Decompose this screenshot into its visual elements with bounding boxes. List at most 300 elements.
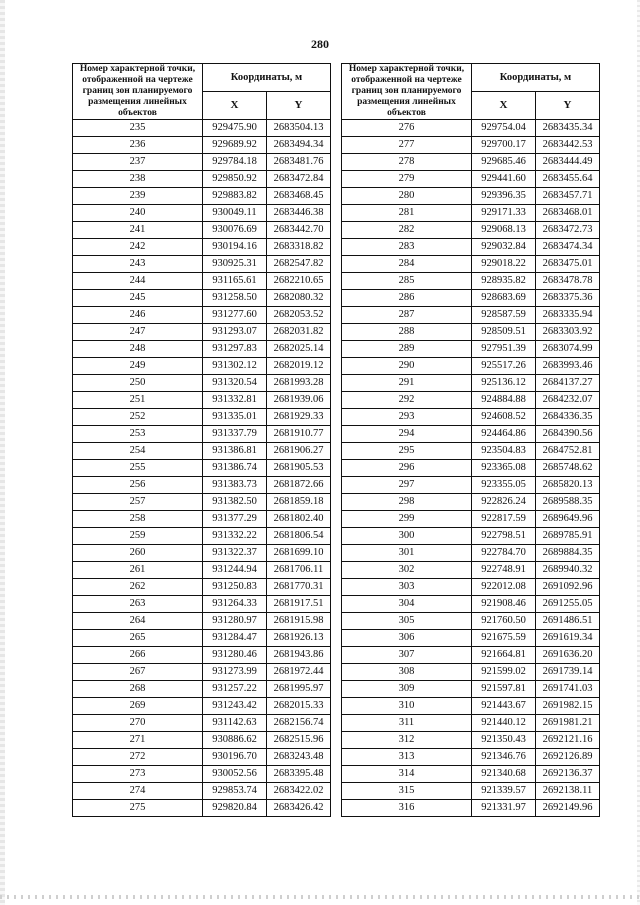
x-coordinate-cell: 931165.61 xyxy=(203,273,267,290)
table-row xyxy=(73,137,331,154)
y-coordinate-cell: 2691981.21 xyxy=(536,715,600,732)
table-row xyxy=(342,681,600,698)
x-coordinate-cell: 921346.76 xyxy=(472,749,536,766)
table-row xyxy=(342,154,600,171)
table-row xyxy=(73,732,331,749)
x-coordinate-cell: 929820.84 xyxy=(203,800,267,817)
y-coordinate-cell: 2683318.82 xyxy=(267,239,331,256)
x-coordinate-cell: 921340.68 xyxy=(472,766,536,783)
y-coordinate-cell: 2684752.81 xyxy=(536,443,600,460)
y-coordinate-cell: 2691982.15 xyxy=(536,698,600,715)
x-coordinate-cell: 931297.83 xyxy=(203,341,267,358)
y-coordinate-cell: 2689588.35 xyxy=(536,494,600,511)
point-number-cell: 240 xyxy=(73,205,203,222)
table-row xyxy=(342,647,600,664)
y-coordinate-cell: 2681993.28 xyxy=(267,375,331,392)
point-number-cell: 244 xyxy=(73,273,203,290)
y-coordinate-cell: 2681939.06 xyxy=(267,392,331,409)
y-coordinate-cell: 2681802.40 xyxy=(267,511,331,528)
table-row xyxy=(342,664,600,681)
point-number-cell: 276 xyxy=(342,120,472,137)
x-coordinate-cell: 921350.43 xyxy=(472,732,536,749)
point-number-cell: 290 xyxy=(342,358,472,375)
y-coordinate-cell: 2691636.20 xyxy=(536,647,600,664)
point-number-cell: 298 xyxy=(342,494,472,511)
point-number-cell: 314 xyxy=(342,766,472,783)
x-coordinate-cell: 924608.52 xyxy=(472,409,536,426)
table-row xyxy=(342,409,600,426)
x-coordinate-cell: 929784.18 xyxy=(203,154,267,171)
x-coordinate-cell: 922826.24 xyxy=(472,494,536,511)
table-row xyxy=(342,494,600,511)
coordinates-table-right xyxy=(341,63,600,817)
table-body-right xyxy=(342,120,600,817)
point-number-cell: 236 xyxy=(73,137,203,154)
table-row xyxy=(342,545,600,562)
point-number-cell: 304 xyxy=(342,596,472,613)
point-number-cell: 239 xyxy=(73,188,203,205)
point-number-cell: 299 xyxy=(342,511,472,528)
point-number-cell: 310 xyxy=(342,698,472,715)
x-coordinate-cell: 922817.59 xyxy=(472,511,536,528)
y-coordinate-cell: 2689649.96 xyxy=(536,511,600,528)
table-row xyxy=(342,375,600,392)
table-row xyxy=(73,205,331,222)
y-coordinate-cell: 2689940.32 xyxy=(536,562,600,579)
x-coordinate-cell: 922798.51 xyxy=(472,528,536,545)
table-row xyxy=(73,647,331,664)
x-coordinate-cell: 931243.42 xyxy=(203,698,267,715)
point-number-cell: 294 xyxy=(342,426,472,443)
table-row xyxy=(342,222,600,239)
table-row xyxy=(73,341,331,358)
table-row xyxy=(342,800,600,817)
x-coordinate-cell: 931332.22 xyxy=(203,528,267,545)
table-row xyxy=(342,188,600,205)
point-number-cell: 277 xyxy=(342,137,472,154)
point-number-cell: 253 xyxy=(73,426,203,443)
x-coordinate-cell: 931280.46 xyxy=(203,647,267,664)
x-coordinate-cell: 931264.33 xyxy=(203,596,267,613)
y-coordinate-cell: 2683478.78 xyxy=(536,273,600,290)
y-coordinate-cell: 2683395.48 xyxy=(267,766,331,783)
y-coordinate-cell: 2683303.92 xyxy=(536,324,600,341)
y-coordinate-cell: 2681917.51 xyxy=(267,596,331,613)
table-row xyxy=(342,426,600,443)
point-number-cell: 297 xyxy=(342,477,472,494)
x-coordinate-cell: 929068.13 xyxy=(472,222,536,239)
point-number-cell: 316 xyxy=(342,800,472,817)
y-coordinate-cell: 2692138.11 xyxy=(536,783,600,800)
point-number-cell: 295 xyxy=(342,443,472,460)
y-coordinate-cell: 2683435.34 xyxy=(536,120,600,137)
x-coordinate-cell: 928935.82 xyxy=(472,273,536,290)
table-row xyxy=(73,783,331,800)
table-row xyxy=(73,664,331,681)
table-row xyxy=(342,358,600,375)
header-point-number: Номер характерной точки, отображенной на чертеже границ зон планируемого размещения линейных объектов xyxy=(342,64,472,120)
y-coordinate-cell: 2683494.34 xyxy=(267,137,331,154)
point-number-cell: 255 xyxy=(73,460,203,477)
point-number-cell: 296 xyxy=(342,460,472,477)
y-coordinate-cell: 2691741.03 xyxy=(536,681,600,698)
point-number-cell: 261 xyxy=(73,562,203,579)
point-number-cell: 257 xyxy=(73,494,203,511)
point-number-cell: 263 xyxy=(73,596,203,613)
x-coordinate-cell: 929850.92 xyxy=(203,171,267,188)
page-number: 280 xyxy=(311,37,329,51)
point-number-cell: 305 xyxy=(342,613,472,630)
table-row xyxy=(342,256,600,273)
x-coordinate-cell: 921675.59 xyxy=(472,630,536,647)
x-coordinate-cell: 929018.22 xyxy=(472,256,536,273)
y-coordinate-cell: 2681972.44 xyxy=(267,664,331,681)
y-coordinate-cell: 2691486.51 xyxy=(536,613,600,630)
point-number-cell: 287 xyxy=(342,307,472,324)
y-coordinate-cell: 2681910.77 xyxy=(267,426,331,443)
x-coordinate-cell: 929883.82 xyxy=(203,188,267,205)
table-row xyxy=(73,154,331,171)
table-row xyxy=(73,239,331,256)
point-number-cell: 256 xyxy=(73,477,203,494)
table-row xyxy=(73,120,331,137)
x-coordinate-cell: 922012.08 xyxy=(472,579,536,596)
table-row xyxy=(342,528,600,545)
x-coordinate-cell: 931337.79 xyxy=(203,426,267,443)
table-row xyxy=(342,137,600,154)
point-number-cell: 251 xyxy=(73,392,203,409)
y-coordinate-cell: 2685748.62 xyxy=(536,460,600,477)
y-coordinate-cell: 2692121.16 xyxy=(536,732,600,749)
point-number-cell: 262 xyxy=(73,579,203,596)
point-number-cell: 237 xyxy=(73,154,203,171)
point-number-cell: 280 xyxy=(342,188,472,205)
y-coordinate-cell: 2689884.35 xyxy=(536,545,600,562)
table-row xyxy=(73,290,331,307)
table-row xyxy=(73,562,331,579)
y-coordinate-cell: 2692136.37 xyxy=(536,766,600,783)
table-row xyxy=(342,460,600,477)
table-row xyxy=(73,426,331,443)
y-coordinate-cell: 2681926.13 xyxy=(267,630,331,647)
point-number-cell: 258 xyxy=(73,511,203,528)
table-row xyxy=(73,477,331,494)
point-number-cell: 243 xyxy=(73,256,203,273)
x-coordinate-cell: 923504.83 xyxy=(472,443,536,460)
point-number-cell: 271 xyxy=(73,732,203,749)
header-coordinates: Координаты, м xyxy=(203,64,331,92)
x-coordinate-cell: 921443.67 xyxy=(472,698,536,715)
point-number-cell: 301 xyxy=(342,545,472,562)
x-coordinate-cell: 921339.57 xyxy=(472,783,536,800)
table-row xyxy=(73,443,331,460)
y-coordinate-cell: 2683442.70 xyxy=(267,222,331,239)
scan-footer-marks xyxy=(0,895,640,899)
point-number-cell: 307 xyxy=(342,647,472,664)
point-number-cell: 266 xyxy=(73,647,203,664)
y-coordinate-cell: 2681859.18 xyxy=(267,494,331,511)
table-row xyxy=(342,579,600,596)
point-number-cell: 284 xyxy=(342,256,472,273)
table-row xyxy=(342,171,600,188)
x-coordinate-cell: 929171.33 xyxy=(472,205,536,222)
point-number-cell: 311 xyxy=(342,715,472,732)
y-coordinate-cell: 2683993.46 xyxy=(536,358,600,375)
y-coordinate-cell: 2681905.53 xyxy=(267,460,331,477)
y-coordinate-cell: 2691092.96 xyxy=(536,579,600,596)
point-number-cell: 315 xyxy=(342,783,472,800)
y-coordinate-cell: 2681770.31 xyxy=(267,579,331,596)
table-row xyxy=(342,307,600,324)
header-y: Y xyxy=(267,92,331,120)
y-coordinate-cell: 2691255.05 xyxy=(536,596,600,613)
point-number-cell: 289 xyxy=(342,341,472,358)
table-row xyxy=(342,239,600,256)
x-coordinate-cell: 931258.50 xyxy=(203,290,267,307)
x-coordinate-cell: 922748.91 xyxy=(472,562,536,579)
y-coordinate-cell: 2683468.01 xyxy=(536,205,600,222)
x-coordinate-cell: 921331.97 xyxy=(472,800,536,817)
x-coordinate-cell: 929853.74 xyxy=(203,783,267,800)
table-row xyxy=(342,324,600,341)
x-coordinate-cell: 931293.07 xyxy=(203,324,267,341)
table-row xyxy=(73,494,331,511)
table-row xyxy=(342,766,600,783)
x-coordinate-cell: 930194.16 xyxy=(203,239,267,256)
x-coordinate-cell: 930196.70 xyxy=(203,749,267,766)
x-coordinate-cell: 930886.62 xyxy=(203,732,267,749)
table-row xyxy=(73,800,331,817)
coordinates-table-left xyxy=(72,63,331,817)
y-coordinate-cell: 2683481.76 xyxy=(267,154,331,171)
table-row xyxy=(342,749,600,766)
y-coordinate-cell: 2682515.96 xyxy=(267,732,331,749)
table-row xyxy=(73,698,331,715)
table-row xyxy=(342,341,600,358)
point-number-cell: 283 xyxy=(342,239,472,256)
y-coordinate-cell: 2684232.07 xyxy=(536,392,600,409)
x-coordinate-cell: 928587.59 xyxy=(472,307,536,324)
table-row xyxy=(73,273,331,290)
y-coordinate-cell: 2681915.98 xyxy=(267,613,331,630)
table-row xyxy=(73,511,331,528)
table-row xyxy=(342,698,600,715)
y-coordinate-cell: 2681943.86 xyxy=(267,647,331,664)
point-number-cell: 308 xyxy=(342,664,472,681)
y-coordinate-cell: 2681806.54 xyxy=(267,528,331,545)
y-coordinate-cell: 2681706.11 xyxy=(267,562,331,579)
y-coordinate-cell: 2683457.71 xyxy=(536,188,600,205)
x-coordinate-cell: 928509.51 xyxy=(472,324,536,341)
point-number-cell: 254 xyxy=(73,443,203,460)
y-coordinate-cell: 2682547.82 xyxy=(267,256,331,273)
y-coordinate-cell: 2683472.84 xyxy=(267,171,331,188)
table-row xyxy=(73,528,331,545)
x-coordinate-cell: 930076.69 xyxy=(203,222,267,239)
table-body-left xyxy=(73,120,331,817)
header-point-number: Номер характерной точки, отображенной на чертеже границ зон планируемого размещения линейных объектов xyxy=(73,64,203,120)
table-row xyxy=(73,715,331,732)
point-number-cell: 312 xyxy=(342,732,472,749)
header-y: Y xyxy=(536,92,600,120)
x-coordinate-cell: 929396.35 xyxy=(472,188,536,205)
y-coordinate-cell: 2682031.82 xyxy=(267,324,331,341)
y-coordinate-cell: 2691619.34 xyxy=(536,630,600,647)
scan-edge-left xyxy=(0,0,5,905)
table-row xyxy=(73,188,331,205)
y-coordinate-cell: 2683074.99 xyxy=(536,341,600,358)
table-row xyxy=(73,630,331,647)
x-coordinate-cell: 929475.90 xyxy=(203,120,267,137)
x-coordinate-cell: 927951.39 xyxy=(472,341,536,358)
x-coordinate-cell: 931320.54 xyxy=(203,375,267,392)
y-coordinate-cell: 2682015.33 xyxy=(267,698,331,715)
y-coordinate-cell: 2681929.33 xyxy=(267,409,331,426)
x-coordinate-cell: 931377.29 xyxy=(203,511,267,528)
point-number-cell: 246 xyxy=(73,307,203,324)
x-coordinate-cell: 921599.02 xyxy=(472,664,536,681)
point-number-cell: 248 xyxy=(73,341,203,358)
table-row xyxy=(73,358,331,375)
header-coordinates: Координаты, м xyxy=(472,64,600,92)
x-coordinate-cell: 931277.60 xyxy=(203,307,267,324)
point-number-cell: 260 xyxy=(73,545,203,562)
point-number-cell: 286 xyxy=(342,290,472,307)
x-coordinate-cell: 931332.81 xyxy=(203,392,267,409)
table-row xyxy=(73,596,331,613)
table-row xyxy=(73,256,331,273)
x-coordinate-cell: 931244.94 xyxy=(203,562,267,579)
x-coordinate-cell: 928683.69 xyxy=(472,290,536,307)
point-number-cell: 293 xyxy=(342,409,472,426)
table-row xyxy=(342,732,600,749)
table-row xyxy=(73,749,331,766)
table-row xyxy=(73,613,331,630)
point-number-cell: 288 xyxy=(342,324,472,341)
point-number-cell: 278 xyxy=(342,154,472,171)
table-row xyxy=(73,545,331,562)
y-coordinate-cell: 2691739.14 xyxy=(536,664,600,681)
x-coordinate-cell: 931257.22 xyxy=(203,681,267,698)
point-number-cell: 268 xyxy=(73,681,203,698)
table-row xyxy=(342,443,600,460)
point-number-cell: 272 xyxy=(73,749,203,766)
x-coordinate-cell: 931386.74 xyxy=(203,460,267,477)
table-row xyxy=(73,460,331,477)
x-coordinate-cell: 924464.86 xyxy=(472,426,536,443)
header-x: X xyxy=(203,92,267,120)
table-row xyxy=(342,205,600,222)
table-row xyxy=(73,324,331,341)
y-coordinate-cell: 2682080.32 xyxy=(267,290,331,307)
table-row xyxy=(342,290,600,307)
point-number-cell: 259 xyxy=(73,528,203,545)
y-coordinate-cell: 2683335.94 xyxy=(536,307,600,324)
x-coordinate-cell: 931142.63 xyxy=(203,715,267,732)
y-coordinate-cell: 2683474.34 xyxy=(536,239,600,256)
y-coordinate-cell: 2683426.42 xyxy=(267,800,331,817)
x-coordinate-cell: 931386.81 xyxy=(203,443,267,460)
point-number-cell: 270 xyxy=(73,715,203,732)
x-coordinate-cell: 929689.92 xyxy=(203,137,267,154)
table-row xyxy=(342,562,600,579)
point-number-cell: 269 xyxy=(73,698,203,715)
table-row xyxy=(342,783,600,800)
point-number-cell: 281 xyxy=(342,205,472,222)
y-coordinate-cell: 2681699.10 xyxy=(267,545,331,562)
table-row xyxy=(342,613,600,630)
x-coordinate-cell: 921597.81 xyxy=(472,681,536,698)
table-row xyxy=(73,579,331,596)
y-coordinate-cell: 2682025.14 xyxy=(267,341,331,358)
x-coordinate-cell: 930052.56 xyxy=(203,766,267,783)
point-number-cell: 242 xyxy=(73,239,203,256)
table-row xyxy=(342,273,600,290)
point-number-cell: 275 xyxy=(73,800,203,817)
x-coordinate-cell: 921664.81 xyxy=(472,647,536,664)
table-row xyxy=(342,477,600,494)
point-number-cell: 292 xyxy=(342,392,472,409)
y-coordinate-cell: 2683243.48 xyxy=(267,749,331,766)
point-number-cell: 274 xyxy=(73,783,203,800)
point-number-cell: 309 xyxy=(342,681,472,698)
point-number-cell: 313 xyxy=(342,749,472,766)
point-number-cell: 300 xyxy=(342,528,472,545)
table-row xyxy=(73,307,331,324)
x-coordinate-cell: 931250.83 xyxy=(203,579,267,596)
y-coordinate-cell: 2682156.74 xyxy=(267,715,331,732)
x-coordinate-cell: 931382.50 xyxy=(203,494,267,511)
y-coordinate-cell: 2683375.36 xyxy=(536,290,600,307)
x-coordinate-cell: 921440.12 xyxy=(472,715,536,732)
header-x: X xyxy=(472,92,536,120)
point-number-cell: 235 xyxy=(73,120,203,137)
x-coordinate-cell: 930049.11 xyxy=(203,205,267,222)
y-coordinate-cell: 2689785.91 xyxy=(536,528,600,545)
table-row xyxy=(342,120,600,137)
x-coordinate-cell: 929700.17 xyxy=(472,137,536,154)
table-row xyxy=(342,511,600,528)
y-coordinate-cell: 2681872.66 xyxy=(267,477,331,494)
table-row xyxy=(73,681,331,698)
table-row xyxy=(342,715,600,732)
point-number-cell: 264 xyxy=(73,613,203,630)
point-number-cell: 252 xyxy=(73,409,203,426)
point-number-cell: 302 xyxy=(342,562,472,579)
y-coordinate-cell: 2683422.02 xyxy=(267,783,331,800)
point-number-cell: 267 xyxy=(73,664,203,681)
point-number-cell: 238 xyxy=(73,171,203,188)
y-coordinate-cell: 2684137.27 xyxy=(536,375,600,392)
point-number-cell: 273 xyxy=(73,766,203,783)
table-row xyxy=(342,630,600,647)
y-coordinate-cell: 2683468.45 xyxy=(267,188,331,205)
point-number-cell: 249 xyxy=(73,358,203,375)
x-coordinate-cell: 922784.70 xyxy=(472,545,536,562)
y-coordinate-cell: 2683504.13 xyxy=(267,120,331,137)
point-number-cell: 282 xyxy=(342,222,472,239)
table-row xyxy=(73,222,331,239)
y-coordinate-cell: 2683442.53 xyxy=(536,137,600,154)
x-coordinate-cell: 925136.12 xyxy=(472,375,536,392)
x-coordinate-cell: 931280.97 xyxy=(203,613,267,630)
point-number-cell: 241 xyxy=(73,222,203,239)
x-coordinate-cell: 931273.99 xyxy=(203,664,267,681)
point-number-cell: 306 xyxy=(342,630,472,647)
x-coordinate-cell: 929441.60 xyxy=(472,171,536,188)
x-coordinate-cell: 931302.12 xyxy=(203,358,267,375)
point-number-cell: 250 xyxy=(73,375,203,392)
